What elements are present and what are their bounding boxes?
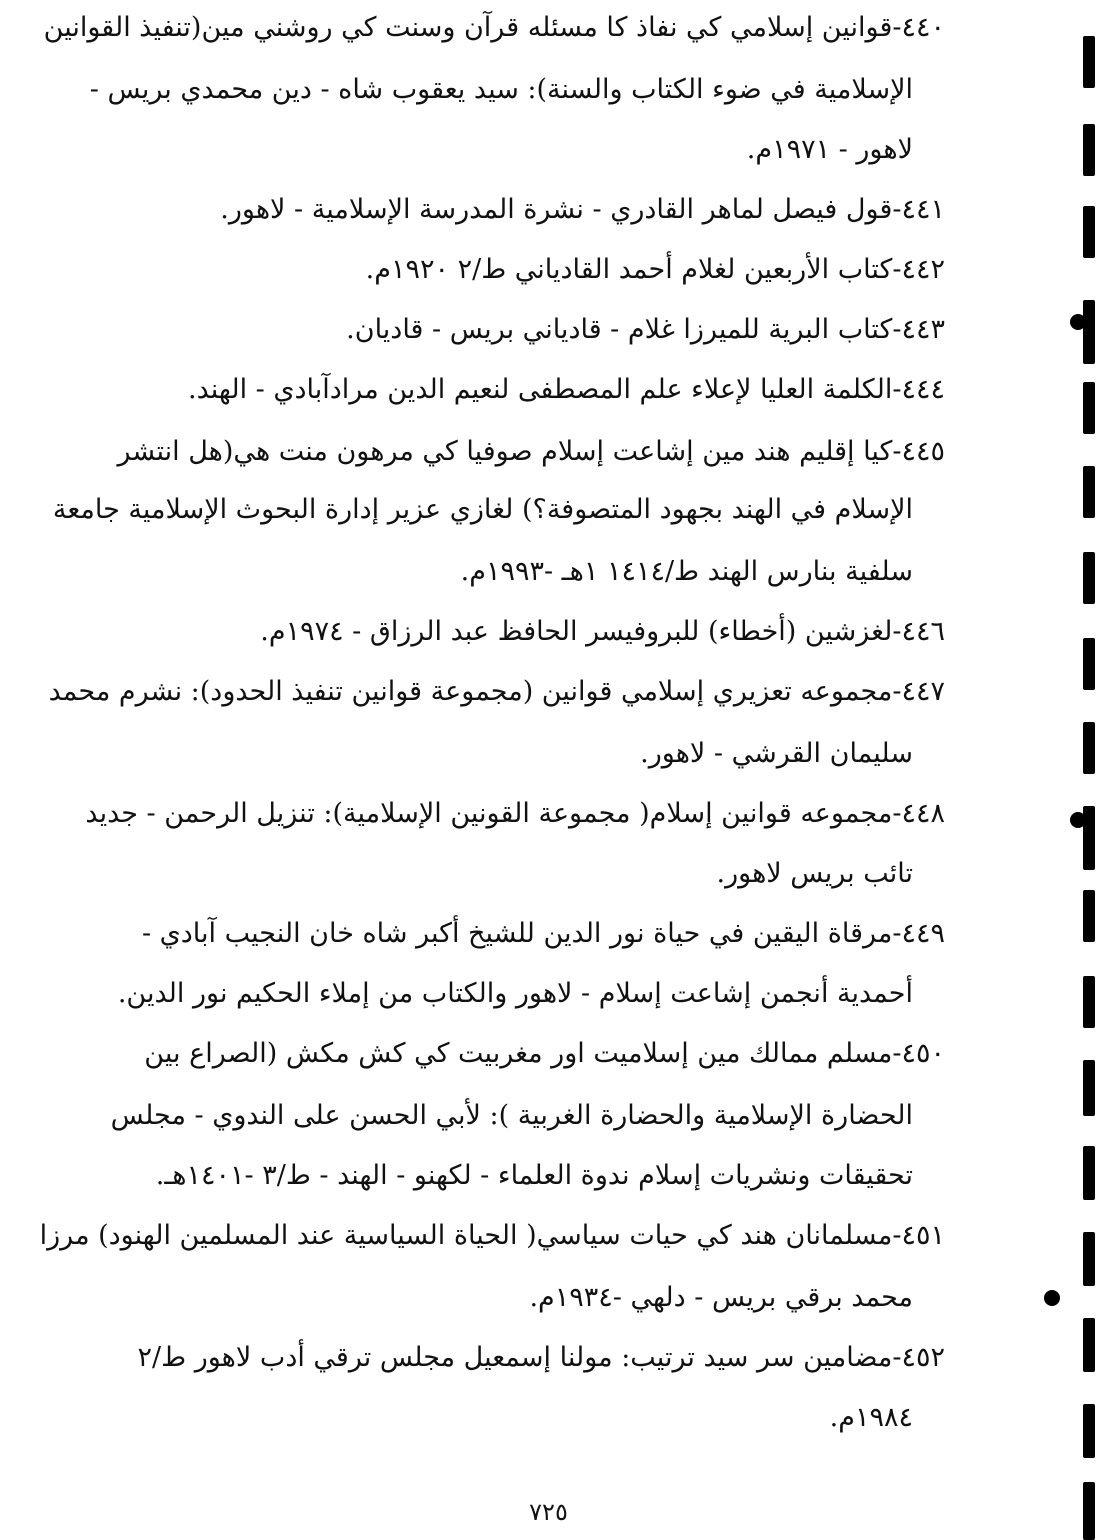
entry-line: لاهور - ١٩٧١م. <box>746 134 913 165</box>
entry-line: ٤٤٧-مجموعه تعزيري إسلامي قوانين (مجموعة قوانين تنفيذ الحدود): نشرم محمد <box>48 676 945 707</box>
entry-line: سلفية بنارس الهند ط/١٤١٤ ١هـ -١٩٩٣م. <box>460 556 913 587</box>
binding-edge-mark <box>1083 124 1095 176</box>
page-number: ٧٢٥ <box>529 1498 568 1526</box>
entry-line: ٤٤٥-كيا إقليم هند مين إشاعت إسلام صوفيا كي مرهون منت هي(هل انتشر <box>117 436 945 467</box>
entry-line: ٤٤١-قول فيصل لماهر القادري - نشرة المدرسة الإسلامية - لاهور. <box>220 194 945 225</box>
binding-edge-mark <box>1083 300 1095 364</box>
entry-line: محمد برقي بريس - دلهي -١٩٣٤م. <box>529 1282 913 1313</box>
binding-edge-mark <box>1083 382 1095 434</box>
binding-edge-mark <box>1083 36 1095 88</box>
entry-line: الإسلامية في ضوء الكتاب والسنة): سيد يعقوب شاه - دين محمدي بريس - <box>89 74 913 105</box>
binding-edge-mark <box>1083 976 1095 1028</box>
entry-line: ٤٤٩-مرقاة اليقين في حياة نور الدين للشيخ أكبر شاه خان النجيب آبادي - <box>141 918 945 949</box>
entry-line: تائب بريس لاهور. <box>716 858 913 889</box>
binding-edge-mark <box>1083 206 1095 258</box>
entry-line: سليمان القرشي - لاهور. <box>640 738 913 769</box>
entry-line: تحقيقات ونشريات إسلام ندوة العلماء - لكهنو - الهند - ط/٣ -١٤٠١هـ. <box>155 1160 913 1191</box>
entry-line: ١٩٨٤م. <box>829 1402 913 1433</box>
entry-line: ٤٥٠-مسلم ممالك مين إسلاميت اور مغربيت كي كش مكش (الصراع بين <box>144 1038 945 1069</box>
entry-line: الإسلام في الهند بجهود المتصوفة؟) لغازي عزير إدارة البحوث الإسلامية جامعة <box>52 494 913 525</box>
binding-edge-mark <box>1083 466 1095 518</box>
binding-edge-mark <box>1083 552 1095 604</box>
entry-line: ٤٥١-مسلمانان هند كي حيات سياسي( الحياة السياسية عند المسلمين الهنود) مرزا <box>39 1220 945 1251</box>
binding-edge-mark <box>1083 1482 1095 1540</box>
binding-edge-mark <box>1083 1404 1095 1458</box>
binding-edge-mark <box>1083 1318 1095 1372</box>
entry-line: ٤٤٦-لغزشين (أخطاء) للبروفيسر الحافظ عبد الرزاق - ١٩٧٤م. <box>260 616 945 647</box>
entry-line: ٤٥٢-مضامين سر سيد ترتيب: مولنا إسمعيل مجلس ترقي أدب لاهور ط/٢ <box>137 1342 945 1373</box>
binding-edge-mark <box>1083 638 1095 690</box>
entry-line: ٤٤٢-كتاب الأربعين لغلام أحمد القادياني ط/٢ ١٩٢٠م. <box>365 254 945 285</box>
entry-line: ٤٤٣-كتاب البرية للميرزا غلام - قادياني بريس - قاديان. <box>346 314 945 345</box>
punch-hole <box>1070 812 1086 828</box>
entry-line: الحضارة الإسلامية والحضارة الغربية ): لأبي الحسن على الندوي - مجلس <box>110 1100 913 1131</box>
punch-hole <box>1044 1290 1060 1306</box>
binding-edge-mark <box>1083 890 1095 942</box>
binding-edge-mark <box>1083 722 1095 774</box>
binding-edge-mark <box>1083 1232 1095 1286</box>
punch-hole <box>1070 314 1086 330</box>
entry-line: ٤٤٨-مجموعه قوانين إسلام( مجموعة القونين الإسلامية): تنزيل الرحمن - جديد <box>85 798 945 829</box>
binding-edge-mark <box>1083 1146 1095 1200</box>
binding-edge-mark <box>1083 1060 1095 1116</box>
entry-line: ٤٤٤-الكلمة العليا لإعلاء علم المصطفى لنعيم الدين مرادآبادي - الهند. <box>188 374 945 405</box>
entry-line: ٤٤٠-قوانين إسلامي كي نفاذ كا مسئله قرآن وسنت كي روشني مين(تنفيذ القوانين <box>43 12 945 43</box>
entry-line: أحمدية أنجمن إشاعت إسلام - لاهور والكتاب من إملاء الحكيم نور الدين. <box>117 978 913 1009</box>
